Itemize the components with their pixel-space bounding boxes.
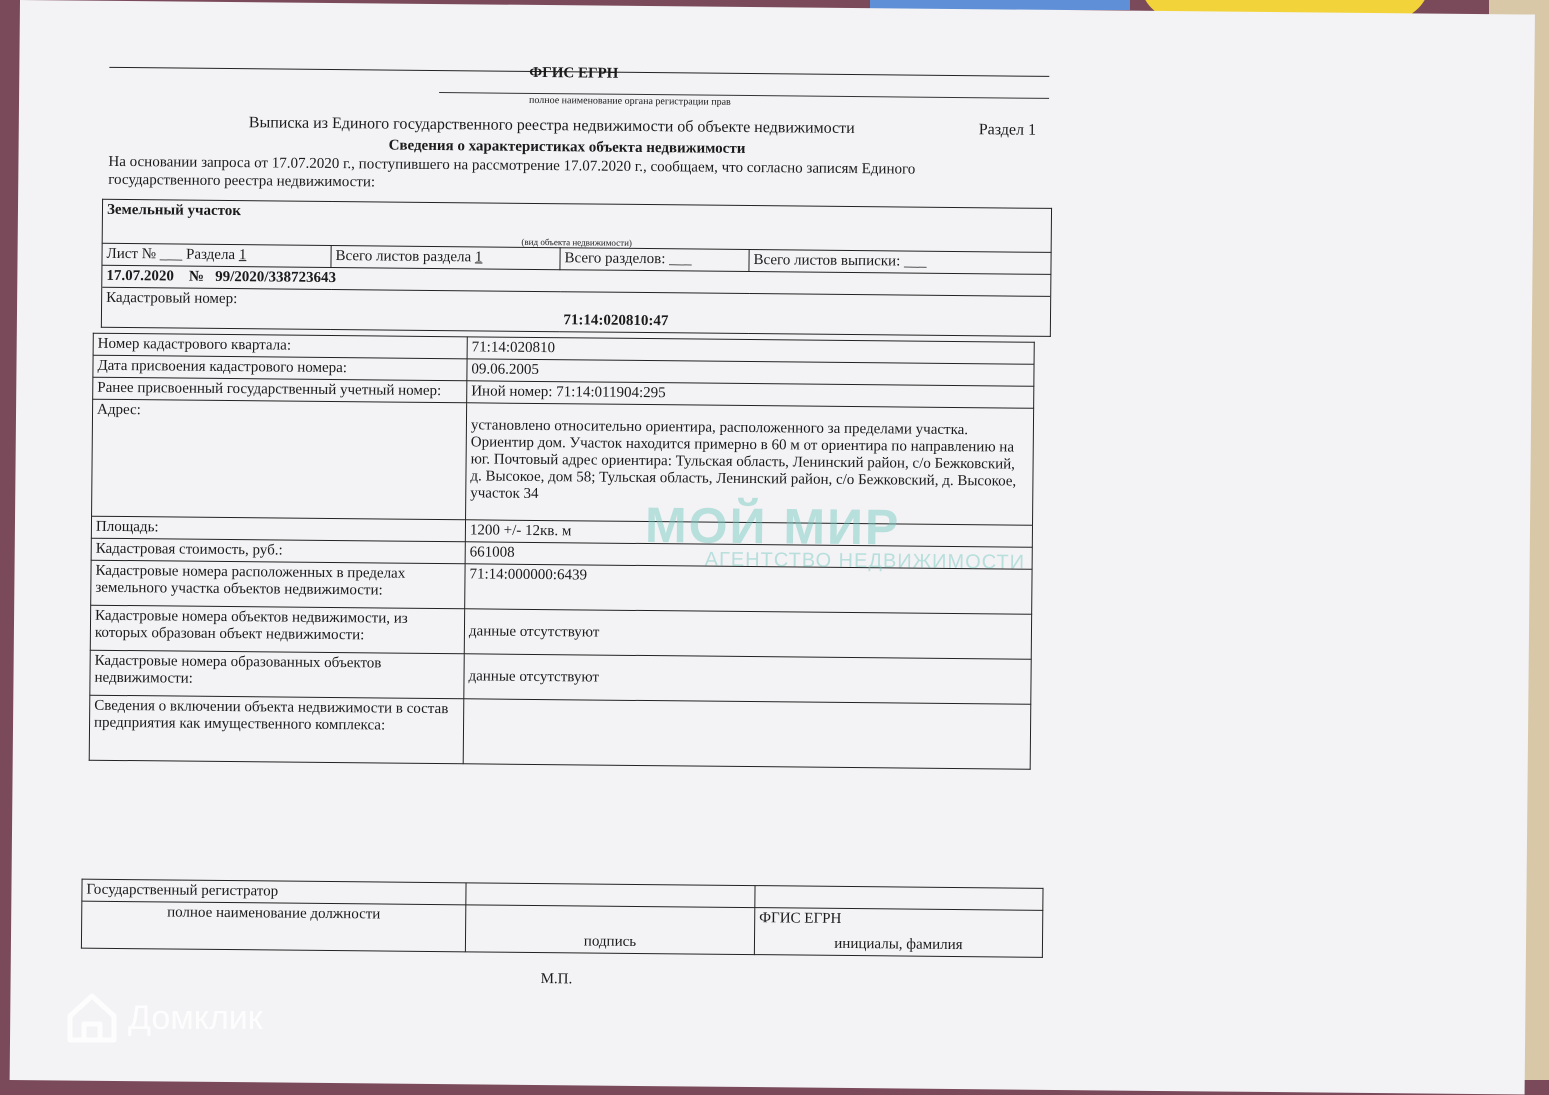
sheet-label: Лист № ___ Раздела bbox=[106, 245, 236, 264]
total-sheets: Всего листов выписки: ___ bbox=[749, 250, 1051, 275]
row-key: Кадастровые номера образованных объектов недвижимости: bbox=[90, 650, 464, 699]
name-cell bbox=[754, 908, 1042, 958]
object-header-table bbox=[101, 199, 1052, 337]
row-key: Номер кадастрового квартала: bbox=[93, 333, 467, 359]
intro-text: На основании запроса от 17.07.2020 г., поступившего на рассмотрение 17.07.2020 г., сообщаем, что согласно записям Единого государственного реестра недвижимости: bbox=[108, 153, 916, 191]
total-sections: Всего разделов: ___ bbox=[560, 248, 749, 272]
row-key: Площадь: bbox=[91, 516, 465, 542]
row-value: данные отсутствуют bbox=[464, 609, 1031, 659]
signature-caption: подпись bbox=[465, 905, 754, 955]
name-caption: инициалы, фамилия bbox=[834, 935, 963, 954]
site-watermark-text: Домклик bbox=[128, 998, 263, 1037]
document-paper bbox=[10, 0, 1535, 1094]
signature-blank bbox=[466, 883, 755, 908]
object-type-caption: (вид объекта недвижимости) bbox=[521, 236, 632, 248]
row-value: Иной номер: 71:14:011904:295 bbox=[467, 381, 1034, 408]
cadastral-number: 71:14:020810:47 bbox=[559, 292, 1050, 337]
agency-watermark-subtitle: АГЕНТСТВО НЕДВИЖИМОСТИ bbox=[704, 548, 1026, 574]
extract-date: 17.07.2020 bbox=[106, 267, 174, 285]
section-label: Раздел 1 bbox=[978, 121, 1037, 139]
position-caption: полное наименование должности bbox=[81, 901, 465, 952]
row-key: Кадастровые номера объектов недвижимости, из которых образован объект недвижимости: bbox=[90, 605, 464, 654]
registrar-blank bbox=[755, 886, 1043, 911]
total-sheets-section-cell bbox=[331, 245, 560, 269]
row-value: 71:14:000000:6439 bbox=[465, 564, 1032, 614]
row-value: данные отсутствуют bbox=[464, 654, 1031, 704]
house-icon bbox=[64, 990, 120, 1046]
site-watermark bbox=[64, 990, 263, 1046]
extract-number: 99/2020/338723643 bbox=[215, 268, 337, 287]
signature-table bbox=[81, 879, 1044, 958]
object-type: Земельный участок bbox=[106, 201, 242, 220]
row-key: Сведения о включении объекта недвижимости в состав предприятия как имущественного комплекса: bbox=[89, 695, 464, 764]
total-sheets-section-value: 1 bbox=[474, 249, 483, 266]
table-row bbox=[89, 695, 1031, 769]
agency-watermark bbox=[645, 496, 1026, 575]
agency-watermark-title: МОЙ МИР bbox=[644, 497, 901, 556]
registrar-org: ФГИС ЕГРН bbox=[759, 910, 842, 927]
org-caption bbox=[439, 92, 1049, 111]
row-key: Кадастровая стоимость, руб.: bbox=[91, 538, 465, 564]
cadastral-label: Кадастровый номер: bbox=[101, 287, 559, 331]
number-sign: № bbox=[188, 268, 205, 285]
row-value: 09.06.2005 bbox=[467, 359, 1034, 386]
doc-subtitle: Сведения о характеристиках объекта недвижимости bbox=[388, 137, 746, 157]
row-value: 1200 +/- 12кв. м bbox=[465, 520, 1032, 547]
doc-title: Выписка из Единого государственного реестра недвижимости об объекте недвижимости bbox=[248, 114, 855, 138]
sheet-cell bbox=[102, 243, 331, 267]
row-key: Ранее присвоенный государственный учетный номер: bbox=[93, 377, 467, 403]
total-sheets-section-label: Всего листов раздела bbox=[335, 248, 472, 266]
row-value: 71:14:020810 bbox=[467, 337, 1034, 364]
row-key: Адрес: bbox=[92, 399, 467, 520]
row-value: установлено относительно ориентира, расположенного за пределами участка. Ориентир дом. Участок находится примерно в 60 м от ориентира по направлению на юг. Почтовый адрес ориентира: Тульская область, Ленинский район, с/о Бежковский, д. Высокое, дом 58; Тульская область, Ленинский район, с/о Бежковский, д. Высокое, участок 34 bbox=[466, 403, 1034, 525]
registrar-label: Государственный регистратор bbox=[82, 879, 466, 905]
stamp-place: М.П. bbox=[540, 971, 573, 988]
row-value bbox=[463, 699, 1031, 769]
row-key: Кадастровые номера расположенных в пределах земельного участка объектов недвижимости: bbox=[91, 560, 465, 609]
section-number: 1 bbox=[238, 247, 247, 264]
row-key: Дата присвоения кадастрового номера: bbox=[93, 355, 467, 381]
row-value: 661008 bbox=[465, 542, 1032, 569]
org-caption-text: полное наименование органа регистрации прав bbox=[529, 94, 731, 108]
org-name: ФГИС ЕГРН bbox=[529, 64, 619, 82]
